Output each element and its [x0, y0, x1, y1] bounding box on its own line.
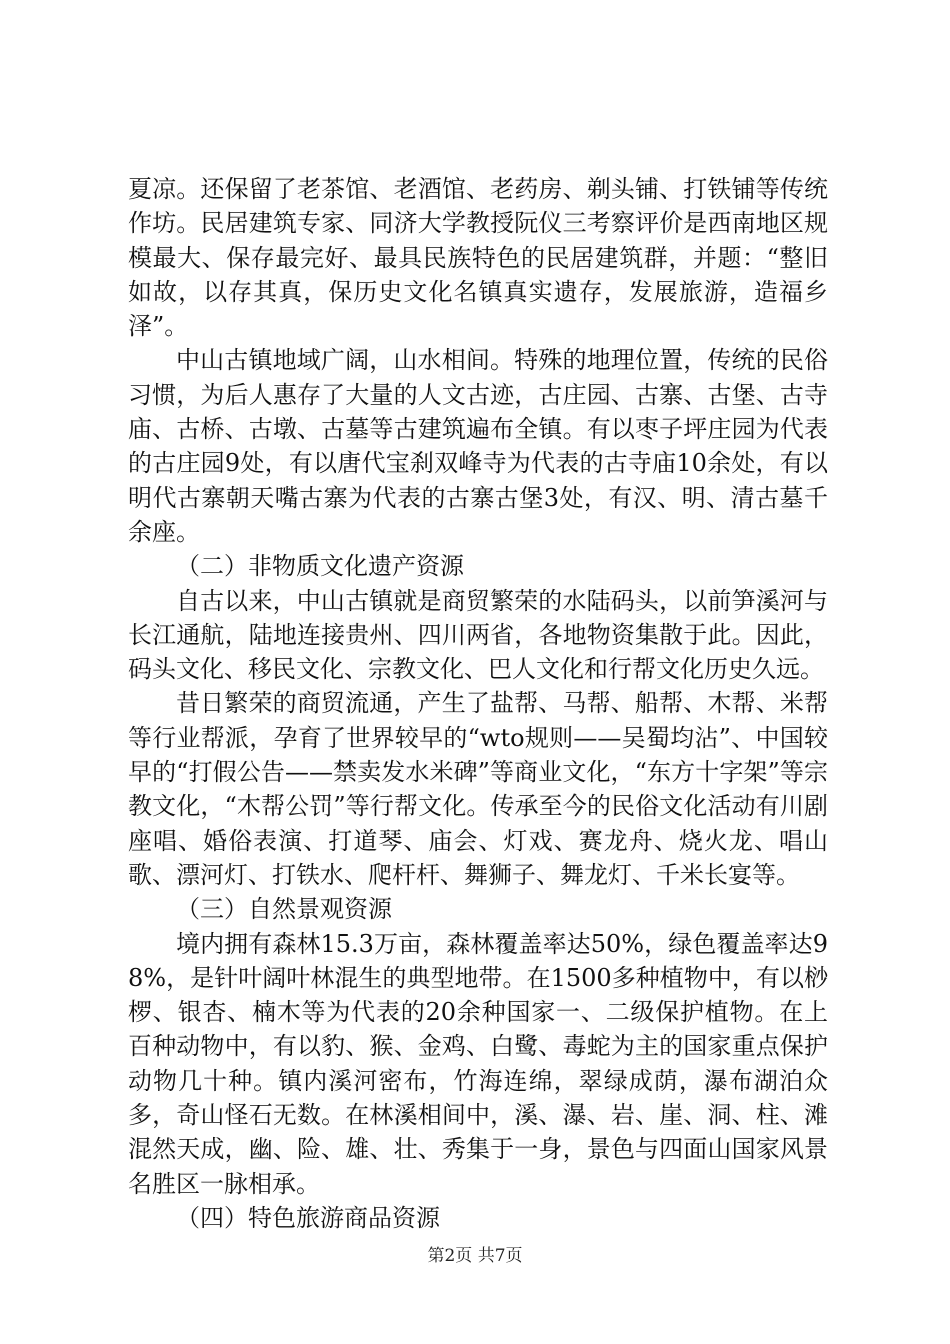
section-heading-tourism-products: （四）特色旅游商品资源: [176, 1203, 440, 1232]
section-heading-natural-landscape: （三）自然景观资源: [176, 895, 392, 924]
document-body: [128, 172, 828, 1235]
section-heading-intangible-heritage: （二）非物质文化遗产资源: [176, 552, 464, 581]
paragraph-natural-resources: 境内拥有森林15.3万亩，森林覆盖率达50%，绿色覆盖率达98%，是针叶阔叶林混生的典型地带。在1500多种植物中，有以桫椤、银杏、楠木等为代表的20余种国家一、二级保护植物。在上百种动物中，有以豹、猴、金鸡、白鹭、毒蛇为主的国家重点保护动物几十种。镇内溪河密布，竹海连绵，翠绿成荫，瀑布湖泊众多，奇山怪石无数。在林溪相间中，溪、瀑、岩、崖、洞、柱、滩混然天成，幽、险、雄、壮、秀集于一身，景色与四面山国家风景名胜区一脉相承。: [128, 929, 828, 1198]
paragraph-folk-culture: 昔日繁荣的商贸流通，产生了盐帮、马帮、船帮、木帮、米帮等行业帮派，孕育了世界较早的“wto规则——吴蜀均沾”、中国较早的“打假公告——禁卖发水米碑”等商业文化，“东方十字架”等宗教文化，“木帮公罚”等行帮文化。传承至今的民俗文化活动有川剧座唱、婚俗表演、打道琴、庙会、灯戏、赛龙舟、烧火龙、唱山歌、漂河灯、打铁水、爬杆杆、舞狮子、舞龙灯、千米长宴等。: [128, 689, 828, 889]
paragraph-trade-history: 自古以来，中山古镇就是商贸繁荣的水陆码头，以前笋溪河与长江通航，陆地连接贵州、四川两省，各地物资集散于此。因此，码头文化、移民文化、宗教文化、巴人文化和行帮文化历史久远。: [128, 586, 828, 684]
page-number-footer: 第2页 共7页: [427, 1246, 523, 1266]
paragraph-continuation: 夏凉。还保留了老茶馆、老酒馆、老药房、剃头铺、打铁铺等传统作坊。民居建筑专家、同济大学教授阮仪三考察评价是西南地区规模最大、保存最完好、最具民族特色的民居建筑群，并题：“整旧如故，以存其真，保历史文化名镇真实遗存，发展旅游，造福乡泽”。: [128, 175, 828, 341]
paragraph-ancient-sites: 中山古镇地域广阔，山水相间。特殊的地理位置，传统的民俗习惯，为后人惠存了大量的人文古迹，古庄园、古寨、古堡、古寺庙、古桥、古墩、古墓等古建筑遍布全镇。有以枣子坪庄园为代表的古庄园9处，有以唐代宝刹双峰寺为代表的古寺庙10余处，有以明代古寨朝天嘴古寨为代表的古寨古堡3处，有汉、明、清古墓千余座。: [128, 346, 828, 546]
